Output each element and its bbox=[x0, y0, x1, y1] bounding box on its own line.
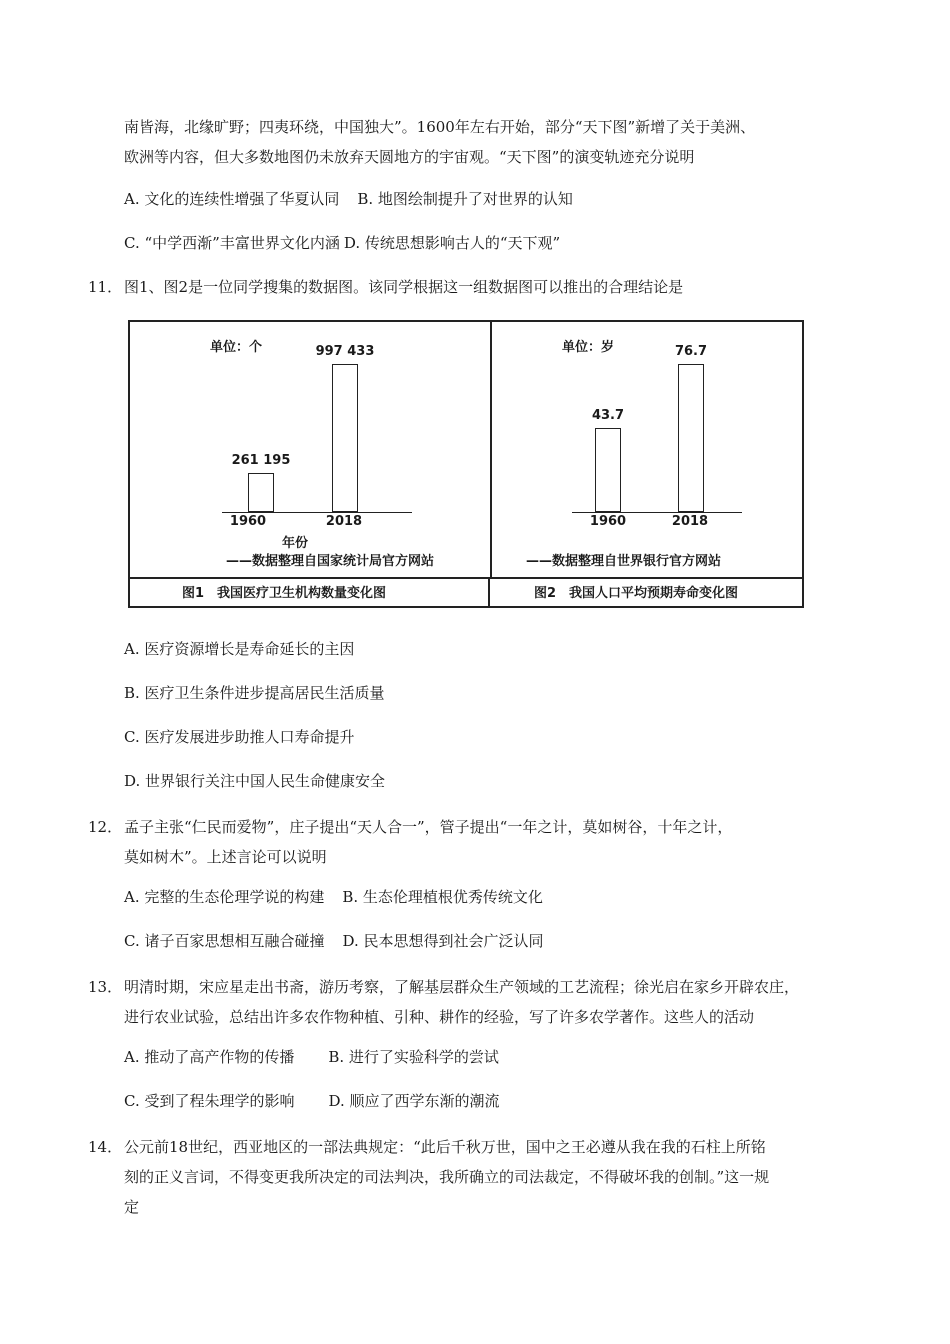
chart-2-value-label-1960: 43.7 bbox=[591, 408, 625, 423]
q10-option-c: C. “中学西渐”丰富世界文化内涵 bbox=[124, 234, 340, 252]
q13-option-a: A. 推动了高产作物的传播 bbox=[124, 1048, 295, 1066]
q10-options-ab bbox=[124, 188, 573, 210]
q13-options-ab bbox=[124, 1046, 499, 1068]
chart-1-panel bbox=[130, 322, 492, 577]
chart-2-title: 图2 我国人口平均预期寿命变化图 bbox=[534, 586, 739, 601]
q11-number: 11． bbox=[88, 278, 123, 296]
chart-2-tick-1960: 1960 bbox=[589, 514, 627, 529]
q12-option-b: B. 生态伦理植根优秀传统文化 bbox=[342, 888, 543, 906]
q10-line2: 欧洲等内容，但大多数地图仍未放弃天圆地方的宇宙观。“天下图”的演变轨迹充分说明 bbox=[124, 148, 695, 166]
q13-line1: 明清时期，宋应星走出书斋，游历考察，了解基层群众生产领域的工艺流程；徐光启在家乡开辟农庄， bbox=[124, 978, 800, 996]
q13-option-c: C. 受到了程朱理学的影响 bbox=[124, 1092, 295, 1110]
chart-2-bar-2018 bbox=[678, 364, 704, 512]
chart-1-bar-2018 bbox=[332, 364, 358, 512]
caption-row bbox=[130, 577, 802, 608]
q12-line2: 莫如树木”。上述言论可以说明 bbox=[124, 848, 327, 866]
q10-option-b: B. 地图绘制提升了对世界的认知 bbox=[357, 190, 573, 208]
q14-line2: 刻的正义言词，不得变更我所决定的司法判决，我所确立的司法裁定，不得破坏我的创制。”这一规 bbox=[124, 1168, 770, 1186]
chart-1-value-label-1960: 261 195 bbox=[231, 453, 291, 468]
chart-1-value-label-2018: 997 433 bbox=[315, 344, 375, 359]
chart-1-title: 图1 我国医疗卫生机构数量变化图 bbox=[130, 579, 490, 608]
q11-option-a: A. 医疗资源增长是寿命延长的主因 bbox=[124, 640, 355, 658]
chart-2-tick-2018: 2018 bbox=[671, 514, 709, 529]
q10-option-a: A. 文化的连续性增强了华夏认同 bbox=[124, 190, 340, 208]
q12-option-a: A. 完整的生态伦理学说的构建 bbox=[124, 888, 325, 906]
q12-option-c: C. 诸子百家思想相互融合碰撞 bbox=[124, 932, 325, 950]
q13-option-d: D. 顺应了西学东渐的潮流 bbox=[328, 1092, 500, 1110]
chart-1-source: ——数据整理自国家统计局官方网站 bbox=[226, 554, 435, 569]
chart-1-x-axis bbox=[222, 512, 412, 513]
q11-option-b: B. 医疗卫生条件进步提高居民生活质量 bbox=[124, 684, 385, 702]
q14-number: 14． bbox=[88, 1138, 123, 1156]
q10-options-cd bbox=[124, 232, 560, 254]
chart-2-x-axis bbox=[572, 512, 742, 513]
chart-1-x-title: 年份 bbox=[282, 536, 309, 551]
q11-figure bbox=[128, 320, 804, 608]
q13-number: 13． bbox=[88, 978, 123, 996]
chart-1-unit: 单位：个 bbox=[210, 340, 263, 355]
q12-number: 12． bbox=[88, 818, 123, 836]
chart-1-bar-1960 bbox=[248, 473, 274, 512]
q14-line3: 定 bbox=[124, 1198, 140, 1216]
q11-option-d: D. 世界银行关注中国人民生命健康安全 bbox=[124, 772, 386, 790]
chart-1-tick-2018: 2018 bbox=[325, 514, 363, 529]
q12-options-ab bbox=[124, 886, 543, 908]
q11-option-c: C. 医疗发展进步助推人口寿命提升 bbox=[124, 728, 355, 746]
chart-2-bar-1960 bbox=[595, 428, 621, 512]
chart-2-value-label-2018: 76.7 bbox=[674, 344, 708, 359]
q13-options-cd bbox=[124, 1090, 500, 1112]
q12-line1: 孟子主张“仁民而爱物”，庄子提出“天人合一”，管子提出“一年之计，莫如树谷，十年之计， bbox=[124, 818, 733, 836]
q11-stem: 图1、图2是一位同学搜集的数据图。该同学根据这一组数据图可以推出的合理结论是 bbox=[124, 278, 684, 296]
chart-2-source: ——数据整理自世界银行官方网站 bbox=[526, 554, 722, 569]
chart-1-tick-1960: 1960 bbox=[229, 514, 267, 529]
q14-line1: 公元前18世纪，西亚地区的一部法典规定：“此后千秋万世，国中之王必遵从我在我的石柱上所铭 bbox=[124, 1138, 766, 1156]
q13-option-b: B. 进行了实验科学的尝试 bbox=[328, 1048, 499, 1066]
q12-option-d: D. 民本思想得到社会广泛认同 bbox=[342, 932, 544, 950]
q10-option-d: D. 传统思想影响古人的“天下观” bbox=[343, 234, 561, 252]
q12-options-cd bbox=[124, 930, 544, 952]
chart-2-unit: 单位：岁 bbox=[562, 340, 615, 355]
chart-2-panel bbox=[492, 322, 802, 577]
q10-line1: 南皆海，北缘旷野；四夷环绕，中国独大”。1600年左右开始，部分“天下图”新增了关于美洲、 bbox=[124, 118, 756, 136]
q13-line2: 进行农业试验，总结出许多农作物种植、引种、耕作的经验，写了许多农学著作。这些人的活动 bbox=[124, 1008, 755, 1026]
